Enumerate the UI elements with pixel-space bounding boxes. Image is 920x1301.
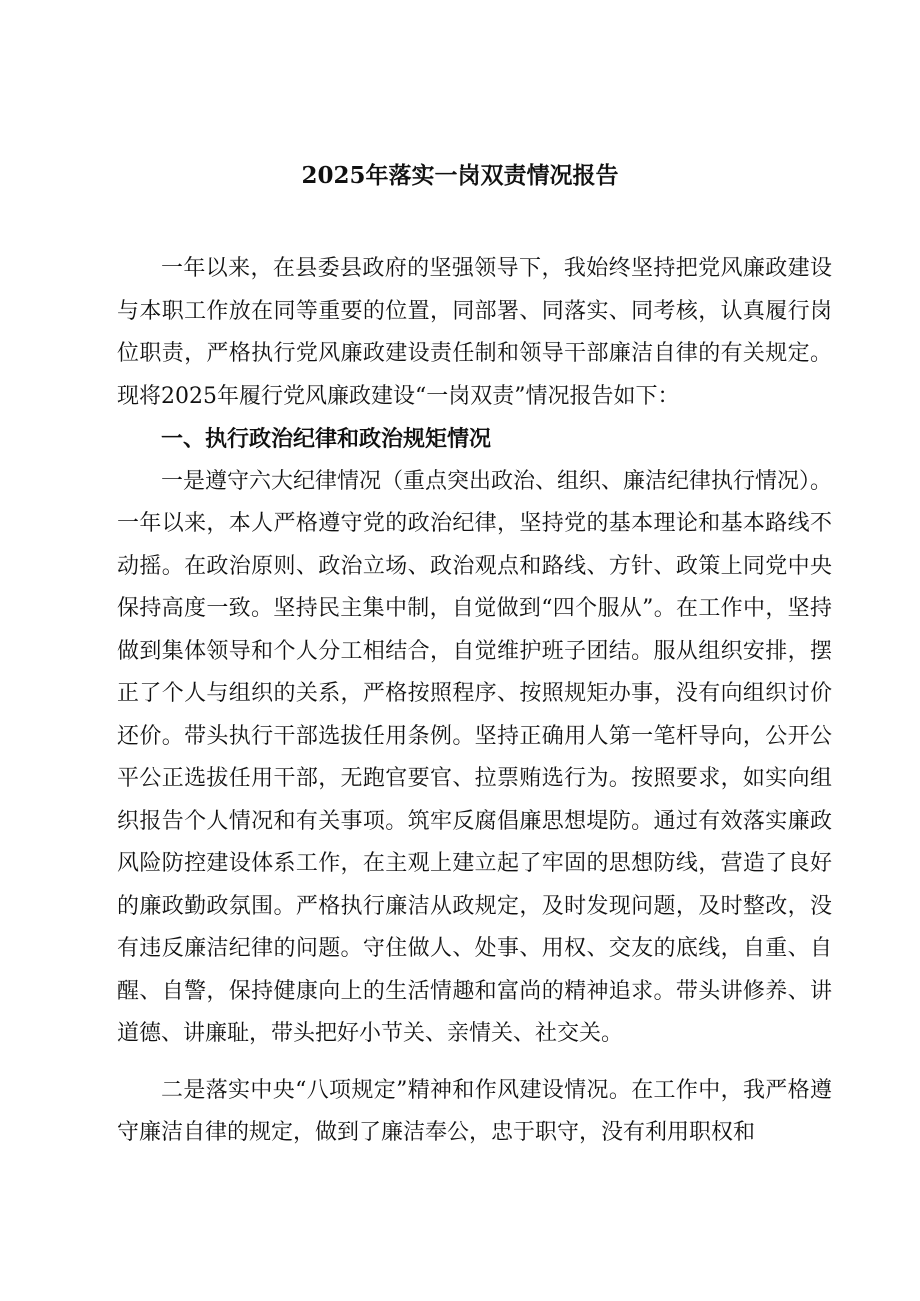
paragraph-eight-rules: 二是落实中央“八项规定”精神和作风建设情况。在工作中，我严格遵守廉洁自律的规定，做到了廉洁奉公，忠于职守，没有利用职权和 <box>117 1077 832 1145</box>
document-body <box>117 248 832 1155</box>
paragraph-intro: 一年以来，在县委县政府的坚强领导下，我始终坚持把党风廉政建设与本职工作放在同等重要的位置，同部署、同落实、同考核，认真履行岗位职责，严格执行党风廉政建设责任制和领导干部廉洁自律的有关规定。现将2025年履行党风廉政建设“一岗双责”情况报告如下： <box>117 256 832 409</box>
paragraph-discipline: 一是遵守六大纪律情况（重点突出政治、组织、廉洁纪律执行情况）。一年以来，本人严格遵守党的政治纪律，坚持党的基本理论和基本路线不动摇。在政治原则、政治立场、政治观点和路线、方针、政策上同党中央保持高度一致。坚持民主集中制，自觉做到“四个服从”。在工作中，坚持做到集体领导和个人分工相结合，自觉维护班子团结。服从组织安排，摆正了个人与组织的关系，严格按照程序、按照规矩办事，没有向组织讨价还价。带头执行干部选拔任用条例。坚持正确用人第一笔杆导向，公开公平公正选拔任用干部，无跑官要官、拉票贿选行为。按照要求，如实向组织报告个人情况和有关事项。筑牢反腐倡廉思想堤防。通过有效落实廉政风险防控建设体系工作，在主观上建立起了牢固的思想防线，营造了良好的廉政勤政氛围。严格执行廉洁从政规定，及时发现问题，及时整改，没有违反廉洁纪律的问题。守住做人、处事、用权、交友的底线，自重、自醒、自警，保持健康向上的生活情趣和富尚的精神追求。带头讲修养、讲道德、讲廉耻，带头把好小节关、亲情关、社交关。 <box>117 468 833 1046</box>
section-heading: 一、执行政治纪律和政治规矩情况 <box>161 426 492 452</box>
document-title: 2025年落实一岗双责情况报告 <box>301 162 619 189</box>
